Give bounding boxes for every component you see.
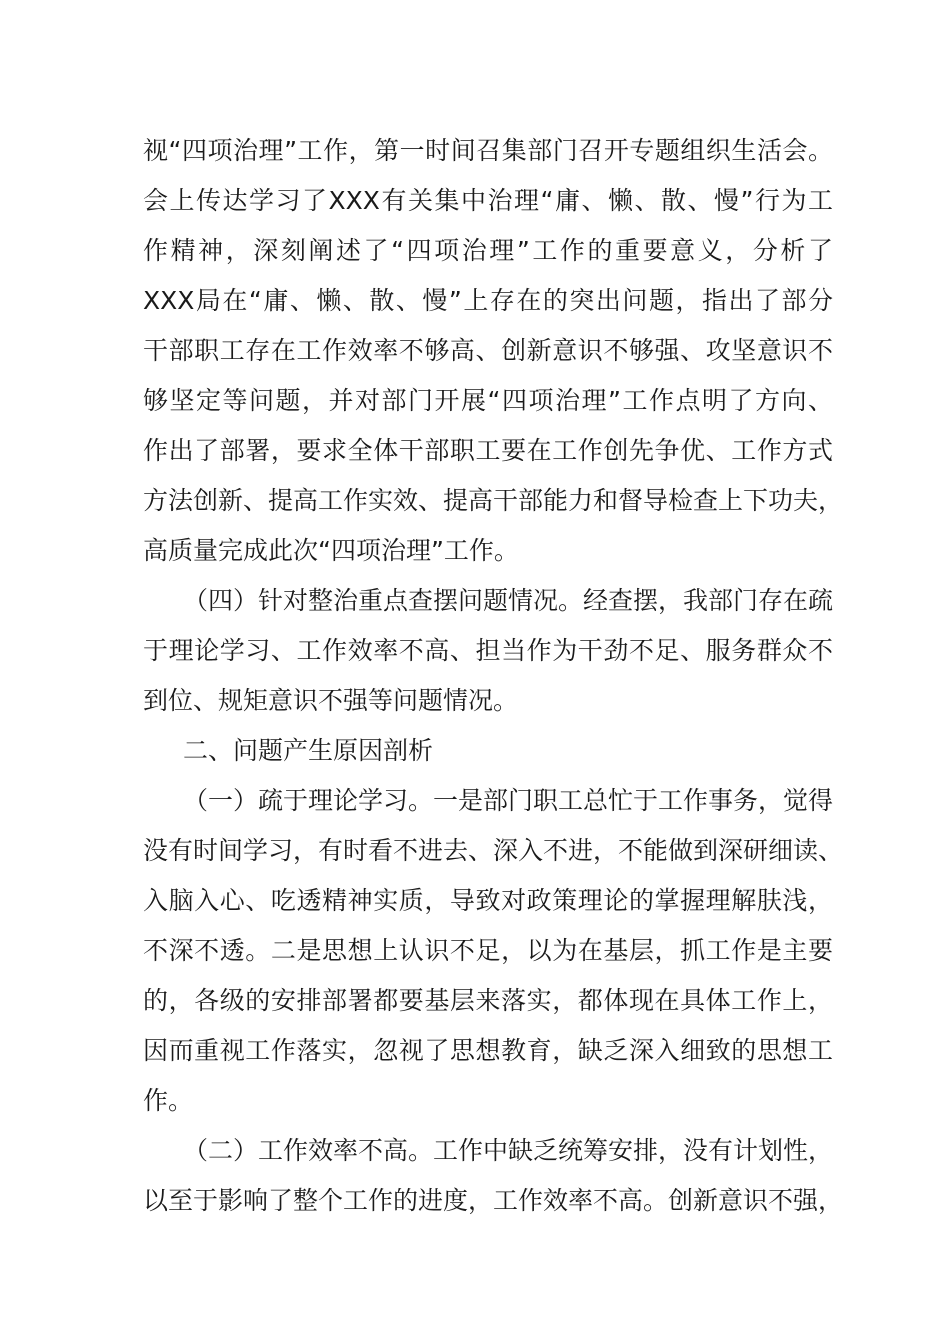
text-line: 作出了部署，要求全体干部职工要在工作创先争优、工作方式: [143, 436, 833, 465]
text-line: 以至于影响了整个工作的进度，工作效率不高。创新意识不强，: [143, 1186, 844, 1215]
text-line: 因而重视工作落实，忽视了思想教育，缺乏深入细致的思想工: [143, 1036, 833, 1065]
text-line: 入脑入心、吃透精神实质，导致对政策理论的掌握理解肤浅，: [143, 886, 833, 915]
text-line: 够坚定等问题，并对部门开展“四项治理”工作点明了方向、: [143, 386, 833, 415]
text-line: 于理论学习、工作效率不高、担当作为干劲不足、服务群众不: [143, 636, 833, 665]
paragraph-first-line: （一）疏于理论学习。一是部门职工总忙于工作事务，觉得: [183, 786, 834, 815]
text-line: 视“四项治理”工作，第一时间召集部门召开专题组织生活会。: [143, 136, 833, 165]
section-heading: 二、问题产生原因剖析: [183, 736, 434, 765]
text-line: 没有时间学习，有时看不进去、深入不进，不能做到深研细读、: [143, 836, 844, 865]
text-line: 不深不透。二是思想上认识不足，以为在基层，抓工作是主要: [143, 936, 833, 965]
text-line: 的，各级的安排部署都要基层来落实，都体现在具体工作上，: [143, 986, 833, 1015]
text-line: XXX局在“庸、懒、散、慢”上存在的突出问题，指出了部分: [143, 286, 833, 315]
text-line: 到位、规矩意识不强等问题情况。: [143, 686, 519, 715]
text-line: 高质量完成此次“四项治理”工作。: [143, 536, 519, 565]
text-line: 作精神，深刻阐述了“四项治理”工作的重要意义，分析了: [143, 236, 833, 265]
paragraph-first-line: （四）针对整治重点查摆问题情况。经查摆，我部门存在疏: [183, 586, 834, 615]
text-line: 作。: [143, 1086, 194, 1115]
paragraph-first-line: （二）工作效率不高。工作中缺乏统筹安排，没有计划性，: [183, 1136, 834, 1165]
text-line: 方法创新、提高工作实效、提高干部能力和督导检查上下功夫，: [143, 486, 844, 515]
text-line: 会上传达学习了XXX有关集中治理“庸、懒、散、慢”行为工: [143, 186, 833, 215]
text-line: 干部职工存在工作效率不够高、创新意识不够强、攻坚意识不: [143, 336, 833, 365]
